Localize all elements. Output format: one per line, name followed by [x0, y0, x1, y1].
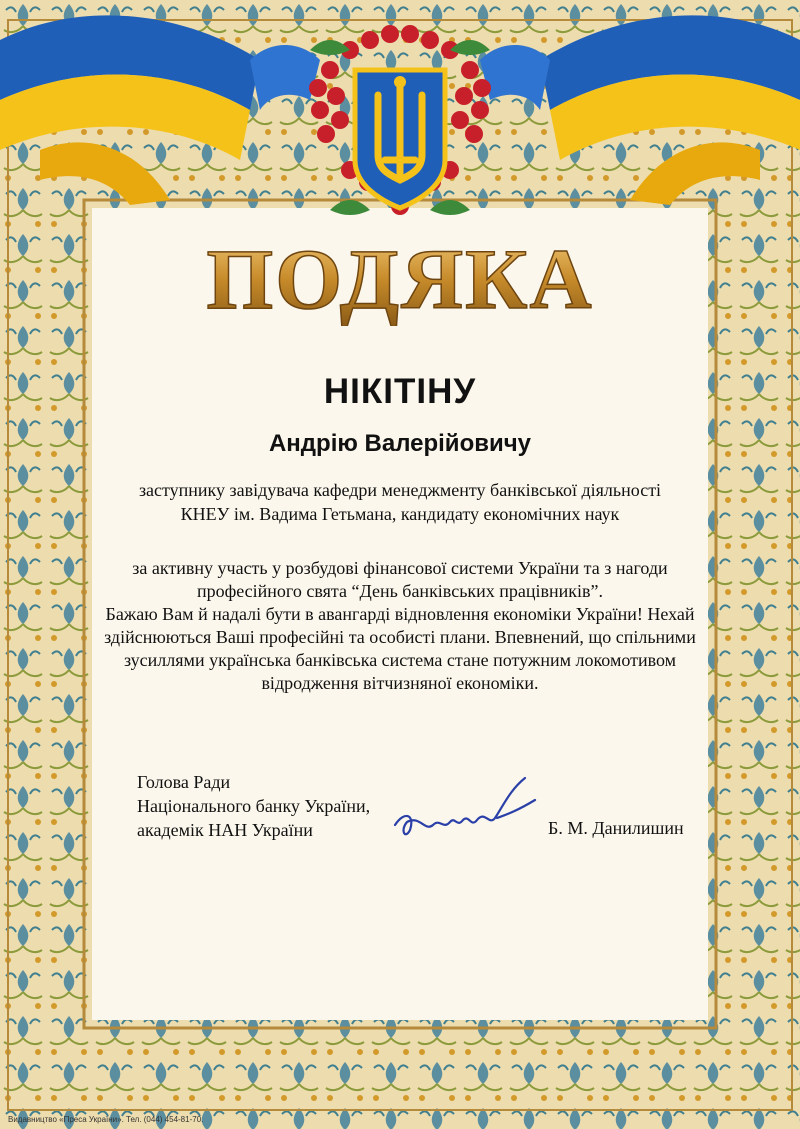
message-line: відродження вітчизняної економіки. — [261, 673, 539, 693]
recipient-name: Андрію Валерійовичу — [268, 430, 532, 457]
recipient-surname: НІКІТІНУ — [323, 372, 477, 411]
signatory-name: Б. М. Данилишин — [548, 818, 684, 838]
message-line: професійного свята “День банківських працівників”. — [196, 581, 604, 601]
message-line: здійснюються Ваші професійні та особисті плани. Впевнений, що спільними — [104, 627, 696, 647]
position-line: КНЕУ ім. Вадима Гетьмана, кандидату економічних наук — [180, 504, 620, 524]
recipient-position — [0, 478, 800, 526]
certificate-title — [200, 236, 600, 326]
signatory-title-line: Національного банку України, — [137, 796, 371, 816]
signatory-title — [137, 770, 370, 842]
signatory-title-line: Голова Ради — [137, 772, 231, 792]
message-body — [96, 557, 704, 695]
message-line: Бажаю Вам й надалі бути в авангарді відновлення економіки України! Нехай — [105, 604, 695, 624]
message-line: за активну участь у розбудові фінансової системи України та з нагоди — [132, 558, 668, 578]
message-line: зусиллями українська банківська система стане потужним локомотивом — [123, 650, 677, 670]
publisher-info: Видавництво «Преса України». Тел. (044) 454-81-70. — [8, 1115, 204, 1124]
title-text: ПОДЯКА — [206, 236, 594, 326]
position-line: заступнику завідувача кафедри менеджменту банківської діяльності — [138, 480, 662, 500]
signature-icon — [385, 770, 545, 850]
signatory-title-line: академік НАН України — [137, 820, 313, 840]
trident-emblem-icon — [290, 10, 510, 240]
